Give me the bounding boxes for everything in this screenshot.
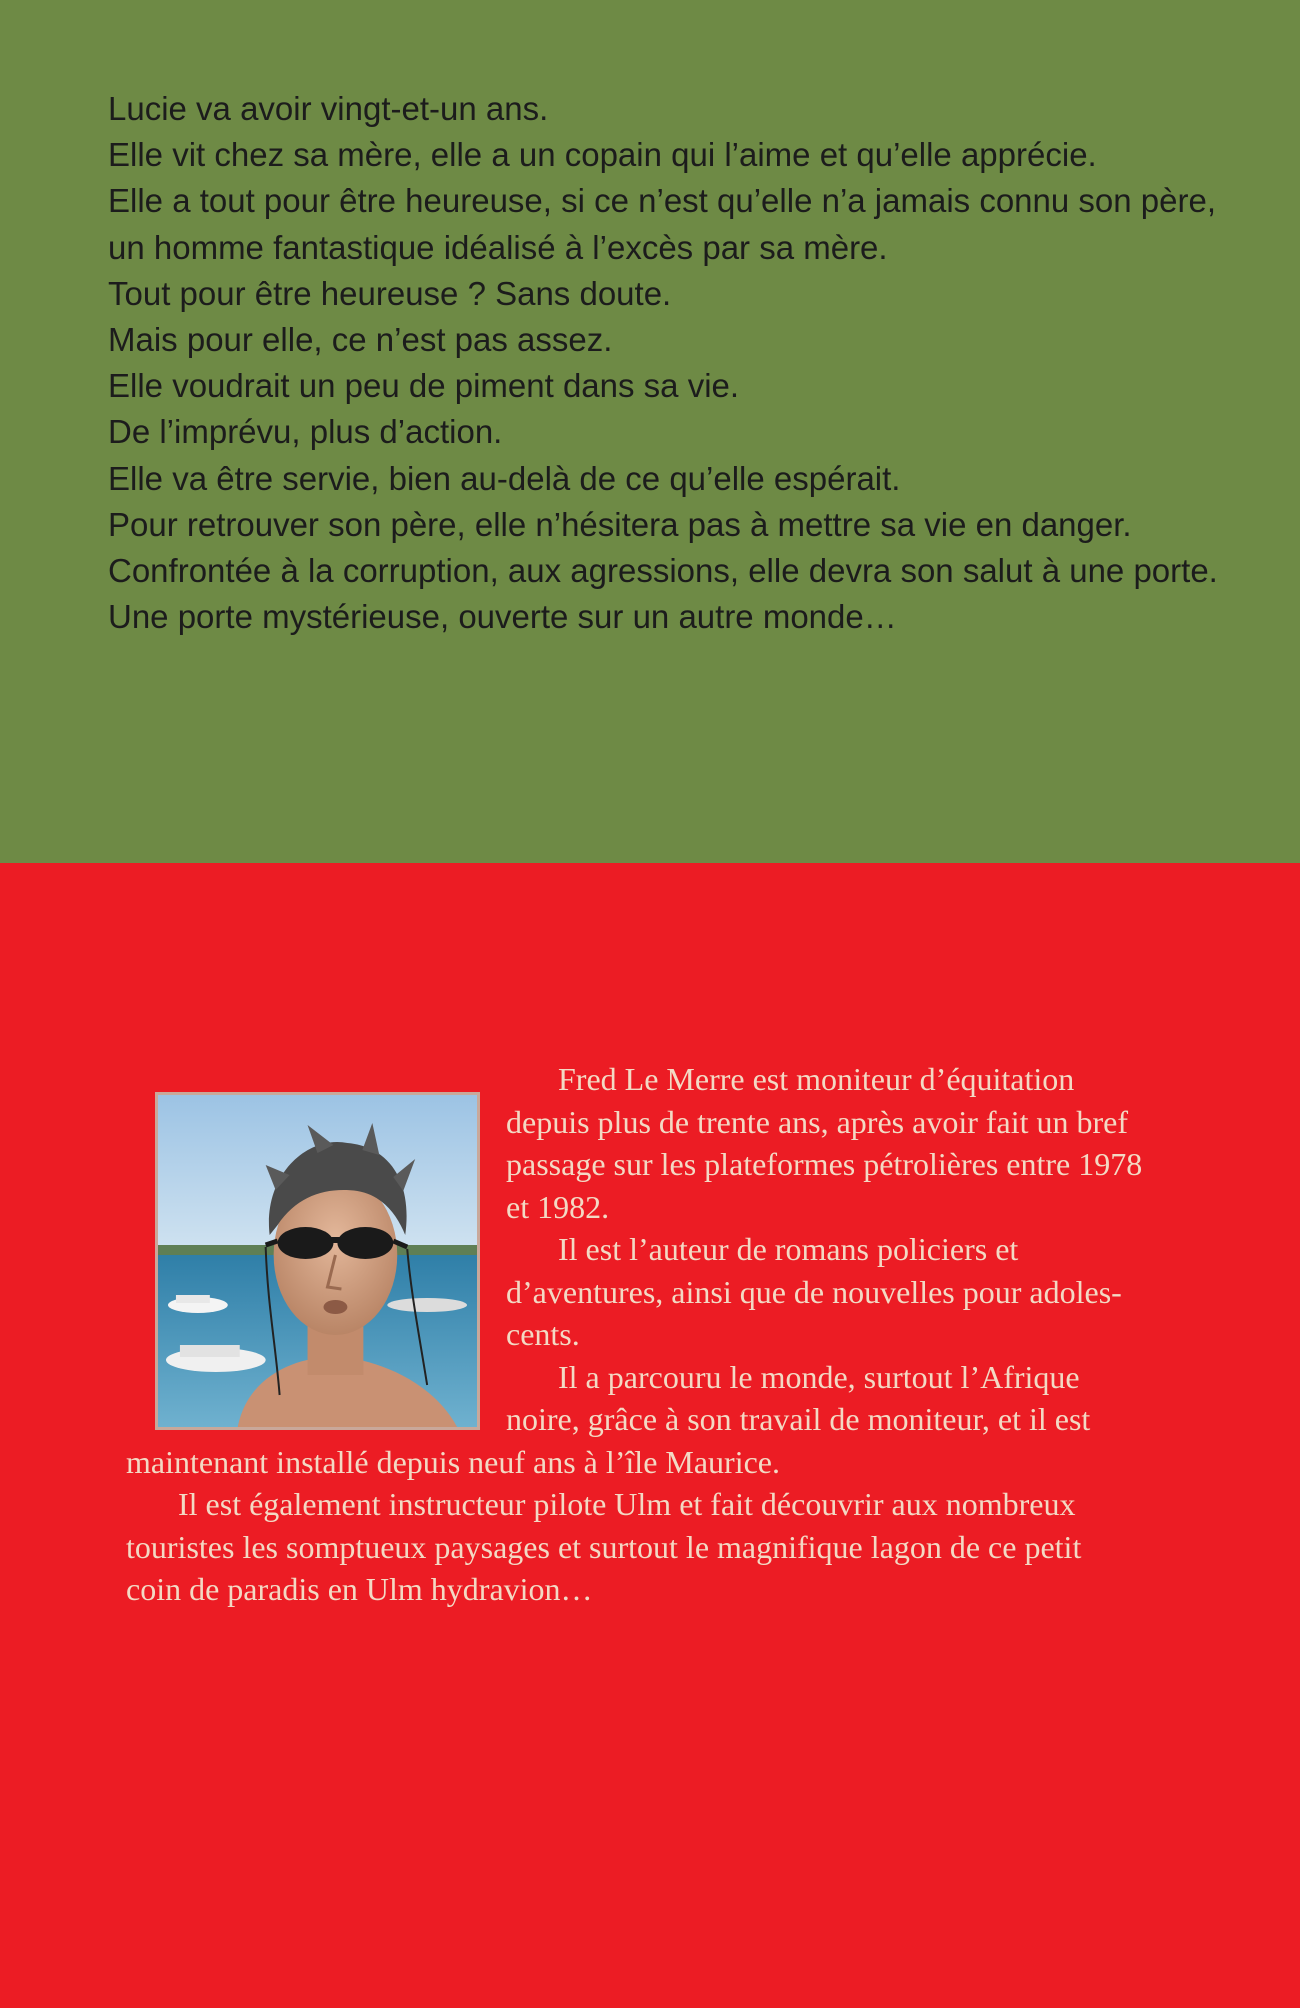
photo-spacer — [126, 1058, 506, 1432]
synopsis-line: Une porte mystérieuse, ouverte sur un autre monde… — [108, 598, 897, 636]
bio-line: et 1982. — [506, 1188, 610, 1225]
synopsis-line: De l’imprévu, plus d’action. — [108, 413, 503, 451]
bio-line: coin de paradis en Ulm hydravion… — [126, 1571, 593, 1607]
synopsis-line: Mais pour elle, ce n’est pas assez. — [108, 321, 613, 359]
synopsis-line: Elle voudrait un peu de piment dans sa vie. — [108, 367, 740, 405]
bio-line: maintenant installé depuis neuf ans à l’île Maurice. — [126, 1443, 780, 1480]
synopsis-line: Confrontée à la corruption, aux agressions, elle devra son salut à une porte. — [108, 552, 1218, 590]
bio-line: d’aventures, ainsi que de nouvelles pour adoles- — [506, 1273, 1122, 1310]
synopsis-line: Tout pour être heureuse ? Sans doute. — [108, 274, 672, 312]
bio-line: noire, grâce à son travail de moniteur, et il est — [506, 1401, 1091, 1437]
synopsis-line: Lucie va avoir vingt-et-un ans. — [108, 90, 549, 127]
bio-paragraph — [126, 1483, 1226, 1611]
author-bio — [126, 1058, 1226, 1611]
bio-line: Il est également instructeur pilote Ulm et fait découvrir aux nombreux — [178, 1486, 1076, 1522]
bio-line: Il a parcouru le monde, surtout l’Afrique — [558, 1358, 1080, 1395]
bio-line: Il est l’auteur de romans policiers et — [558, 1231, 1019, 1267]
bio-line: passage sur les plateformes pétrolières entre 1978 — [506, 1146, 1143, 1182]
bio-line: touristes les somptueux paysages et surtout le magnifique lagon de ce petit — [126, 1528, 1082, 1565]
synopsis-text — [108, 86, 1238, 640]
synopsis-line: Pour retrouver son père, elle n’hésitera pas à mettre sa vie en danger. — [108, 505, 1132, 543]
synopsis-line: Elle a tout pour être heureuse, si ce n’est qu’elle n’a jamais connu son père, un homme fantastique idéalisé à l’excès par sa mère. — [108, 182, 1216, 266]
bio-line: cents. — [506, 1316, 580, 1352]
bio-line: Fred Le Merre est moniteur d’équitation — [558, 1061, 1075, 1097]
synopsis-line: Elle va être servie, bien au-delà de ce qu’elle espérait. — [108, 459, 901, 497]
bio-line: depuis plus de trente ans, après avoir fait un bref — [506, 1103, 1129, 1140]
synopsis-line: Elle vit chez sa mère, elle a un copain qui l’aime et qu’elle apprécie. — [108, 136, 1097, 174]
